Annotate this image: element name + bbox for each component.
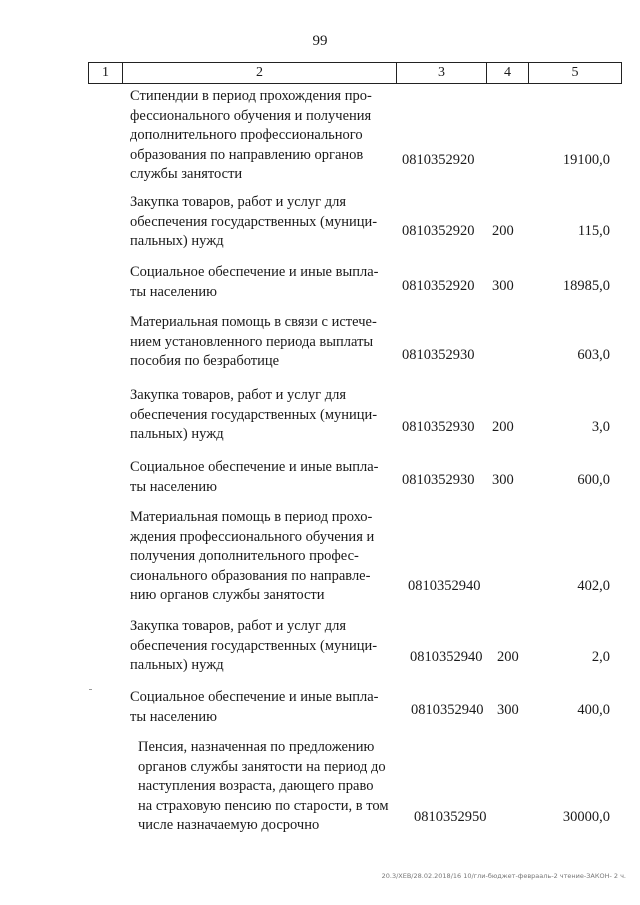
expense-type: 300 bbox=[492, 472, 514, 488]
amount: 115,0 bbox=[577, 223, 610, 239]
expense-type: 200 bbox=[492, 223, 514, 239]
amount: 2,0 bbox=[591, 649, 610, 665]
column-header-row bbox=[89, 63, 622, 84]
amount: 30000,0 bbox=[562, 809, 610, 825]
amount: 400,0 bbox=[577, 702, 610, 718]
target-code: 0810352920 bbox=[402, 278, 475, 294]
amount: 19100,0 bbox=[562, 152, 610, 168]
target-code: 0810352920 bbox=[402, 152, 475, 168]
target-code: 0810352940 bbox=[410, 649, 483, 665]
target-code: 0810352940 bbox=[411, 702, 484, 718]
amount: 3,0 bbox=[591, 419, 610, 435]
target-code: 0810352930 bbox=[402, 472, 475, 488]
amount: 18985,0 bbox=[562, 278, 610, 294]
row-description: Социальное обеспечение и иные выпла- ты населению bbox=[130, 459, 379, 495]
column-header-table bbox=[88, 62, 622, 84]
target-code: 0810352940 bbox=[408, 578, 481, 594]
amount: 402,0 bbox=[577, 578, 610, 594]
target-code: 0810352950 bbox=[414, 809, 487, 825]
page-number: 99 bbox=[312, 33, 328, 49]
expense-type: 300 bbox=[497, 702, 519, 718]
row-description: Социальное обеспечение и иные выпла- ты населению bbox=[130, 264, 379, 300]
row-description: Материальная помощь в связи с истече- нием установленного периода выплаты пособия по безработице bbox=[130, 314, 377, 369]
row-description: Закупка товаров, работ и услуг для обеспечения государственных (муници- пальных) нужд bbox=[130, 194, 378, 249]
scan-speck bbox=[89, 689, 92, 690]
row-description: Пенсия, назначенная по предложению органов службы занятости на период до наступления возраста, дающего право на страховую пенсию по старости, в том числе назначаемую досрочно bbox=[138, 739, 389, 833]
expense-type: 300 bbox=[492, 278, 514, 294]
row-description: Стипендии в период прохождения про- фессионального обучения и получения дополнительного профессионального образования по направлению органов службы занятости bbox=[130, 88, 372, 182]
row-description: Закупка товаров, работ и услуг для обеспечения государственных (муници- пальных) нужд bbox=[130, 618, 378, 673]
column-header-5: 5 bbox=[529, 63, 622, 84]
amount: 603,0 bbox=[577, 347, 610, 363]
target-code: 0810352930 bbox=[402, 419, 475, 435]
amount: 600,0 bbox=[577, 472, 610, 488]
column-header-3: 3 bbox=[397, 63, 487, 84]
column-header-1: 1 bbox=[89, 63, 123, 84]
expense-type: 200 bbox=[492, 419, 514, 435]
expense-type: 200 bbox=[497, 649, 519, 665]
column-header-2: 2 bbox=[123, 63, 397, 84]
row-description: Закупка товаров, работ и услуг для обеспечения государственных (муници- пальных) нужд bbox=[130, 387, 378, 442]
column-header-4: 4 bbox=[487, 63, 529, 84]
footer-file-path: 20.3/ХЕВ/28.02.2018/16 10/гли-бюджет-феврааль-2 чтение-ЗАКОН- 2 ч. bbox=[381, 872, 626, 880]
target-code: 0810352930 bbox=[402, 347, 475, 363]
row-description: Материальная помощь в период прохо- ждения профессионального обучения и получения дополнительного профес- сионального образования по направле- нию органов службы занятости bbox=[130, 509, 375, 603]
row-description: Социальное обеспечение и иные выпла- ты населению bbox=[130, 689, 379, 725]
target-code: 0810352920 bbox=[402, 223, 475, 239]
